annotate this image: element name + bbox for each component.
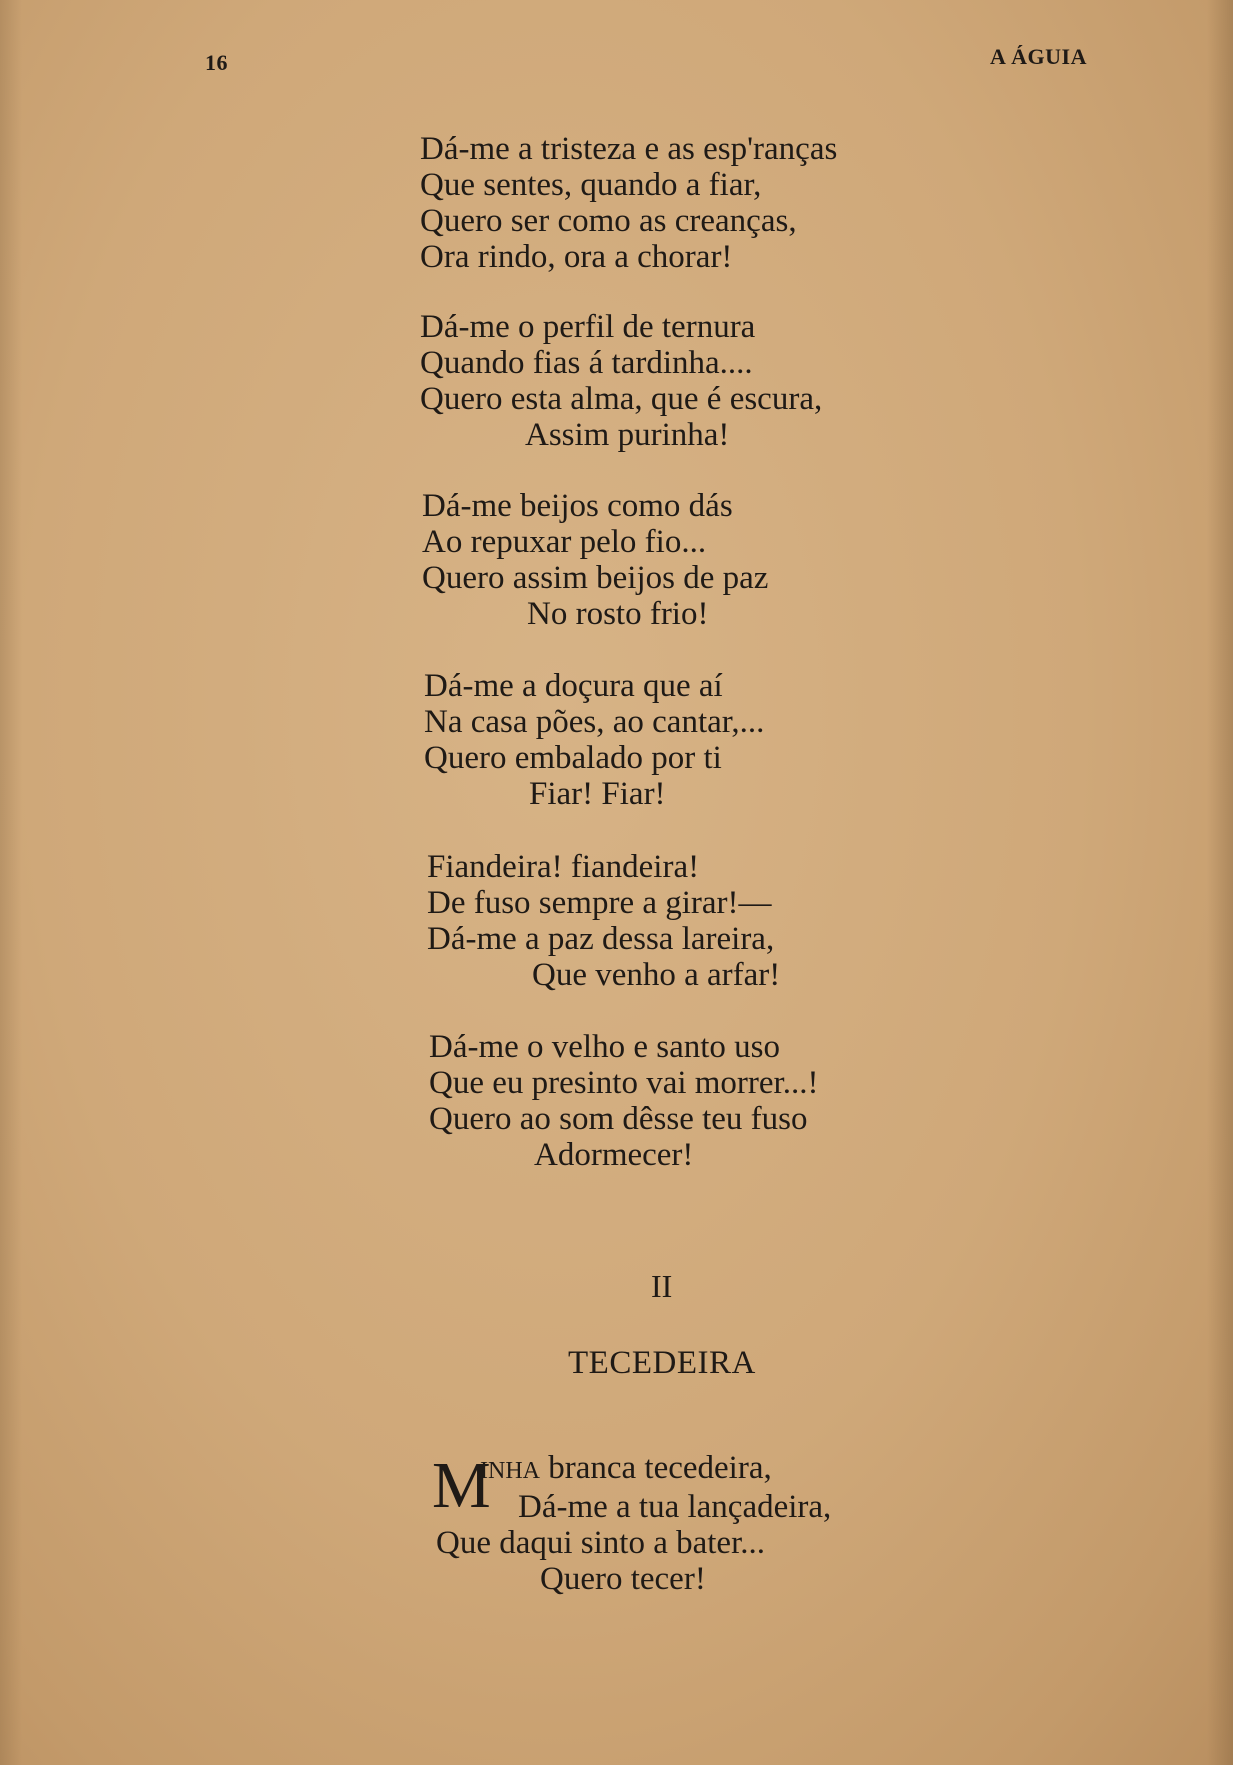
verse-line: Que daqui sinto a bater... bbox=[436, 1525, 766, 1561]
stanza-4 bbox=[424, 668, 764, 812]
stanza-3 bbox=[422, 488, 768, 632]
page-edge-shadow-left bbox=[0, 0, 22, 1765]
page-edge-shadow-right bbox=[1207, 0, 1233, 1765]
verse-line: Que sentes, quando a fiar, bbox=[420, 167, 762, 203]
verse-line: Fiar! Fiar! bbox=[529, 776, 666, 812]
verse-line: Dá-me beijos como dás bbox=[422, 488, 733, 524]
verse-line-text: branca tecedeira, bbox=[548, 1450, 772, 1486]
verse-line: Quero ser como as creanças, bbox=[420, 203, 797, 239]
verse-line: Fiandeira! fiandeira! bbox=[427, 849, 700, 885]
stanza-tecedeira bbox=[432, 1450, 831, 1597]
stanza-5 bbox=[427, 849, 780, 993]
first-word-smallcaps: INHA bbox=[480, 1458, 540, 1484]
verse-line: Ora rindo, ora a chorar! bbox=[420, 239, 733, 275]
section-number: II bbox=[651, 1268, 673, 1304]
stanza-1 bbox=[420, 131, 837, 275]
verse-line: Que venho a arfar! bbox=[532, 957, 781, 993]
running-head: A ÁGUIA bbox=[990, 44, 1088, 69]
stanza-6 bbox=[429, 1029, 818, 1173]
verse-line bbox=[432, 1450, 831, 1489]
verse-line: Quero assim beijos de paz bbox=[422, 560, 769, 596]
verse-line: No rosto frio! bbox=[527, 596, 709, 632]
verse-line: De fuso sempre a girar!— bbox=[427, 885, 772, 921]
drop-cap: M bbox=[432, 1449, 491, 1522]
verse-line: Dá-me a tristeza e as esp'ranças bbox=[420, 131, 838, 167]
verse-line: Ao repuxar pelo fio... bbox=[422, 524, 707, 560]
verse-line: Dá-me a paz dessa lareira, bbox=[427, 921, 775, 957]
verse-line: Quero tecer! bbox=[540, 1561, 706, 1597]
verse-line: Assim purinha! bbox=[525, 417, 730, 453]
verse-line: Dá-me o velho e santo uso bbox=[429, 1029, 780, 1065]
verse-line: Quero ao som dêsse teu fuso bbox=[429, 1101, 808, 1137]
verse-line: Dá-me a doçura que aí bbox=[424, 668, 723, 704]
verse-line: Quero embalado por ti bbox=[424, 740, 722, 776]
page-number: 16 bbox=[205, 50, 228, 75]
verse-line: Que eu presinto vai morrer...! bbox=[429, 1065, 819, 1101]
verse-line: Quero esta alma, que é escura, bbox=[420, 381, 823, 417]
verse-line: Dá-me o perfil de ternura bbox=[420, 309, 756, 345]
section-title: TECEDEIRA bbox=[568, 1345, 756, 1381]
verse-line: Quando fias á tardinha.... bbox=[420, 345, 753, 381]
verse-line: Dá-me a tua lançadeira, bbox=[518, 1489, 832, 1525]
verse-line: Na casa pões, ao cantar,... bbox=[424, 704, 765, 740]
stanza-2 bbox=[420, 309, 822, 453]
verse-line: Adormecer! bbox=[534, 1137, 694, 1173]
